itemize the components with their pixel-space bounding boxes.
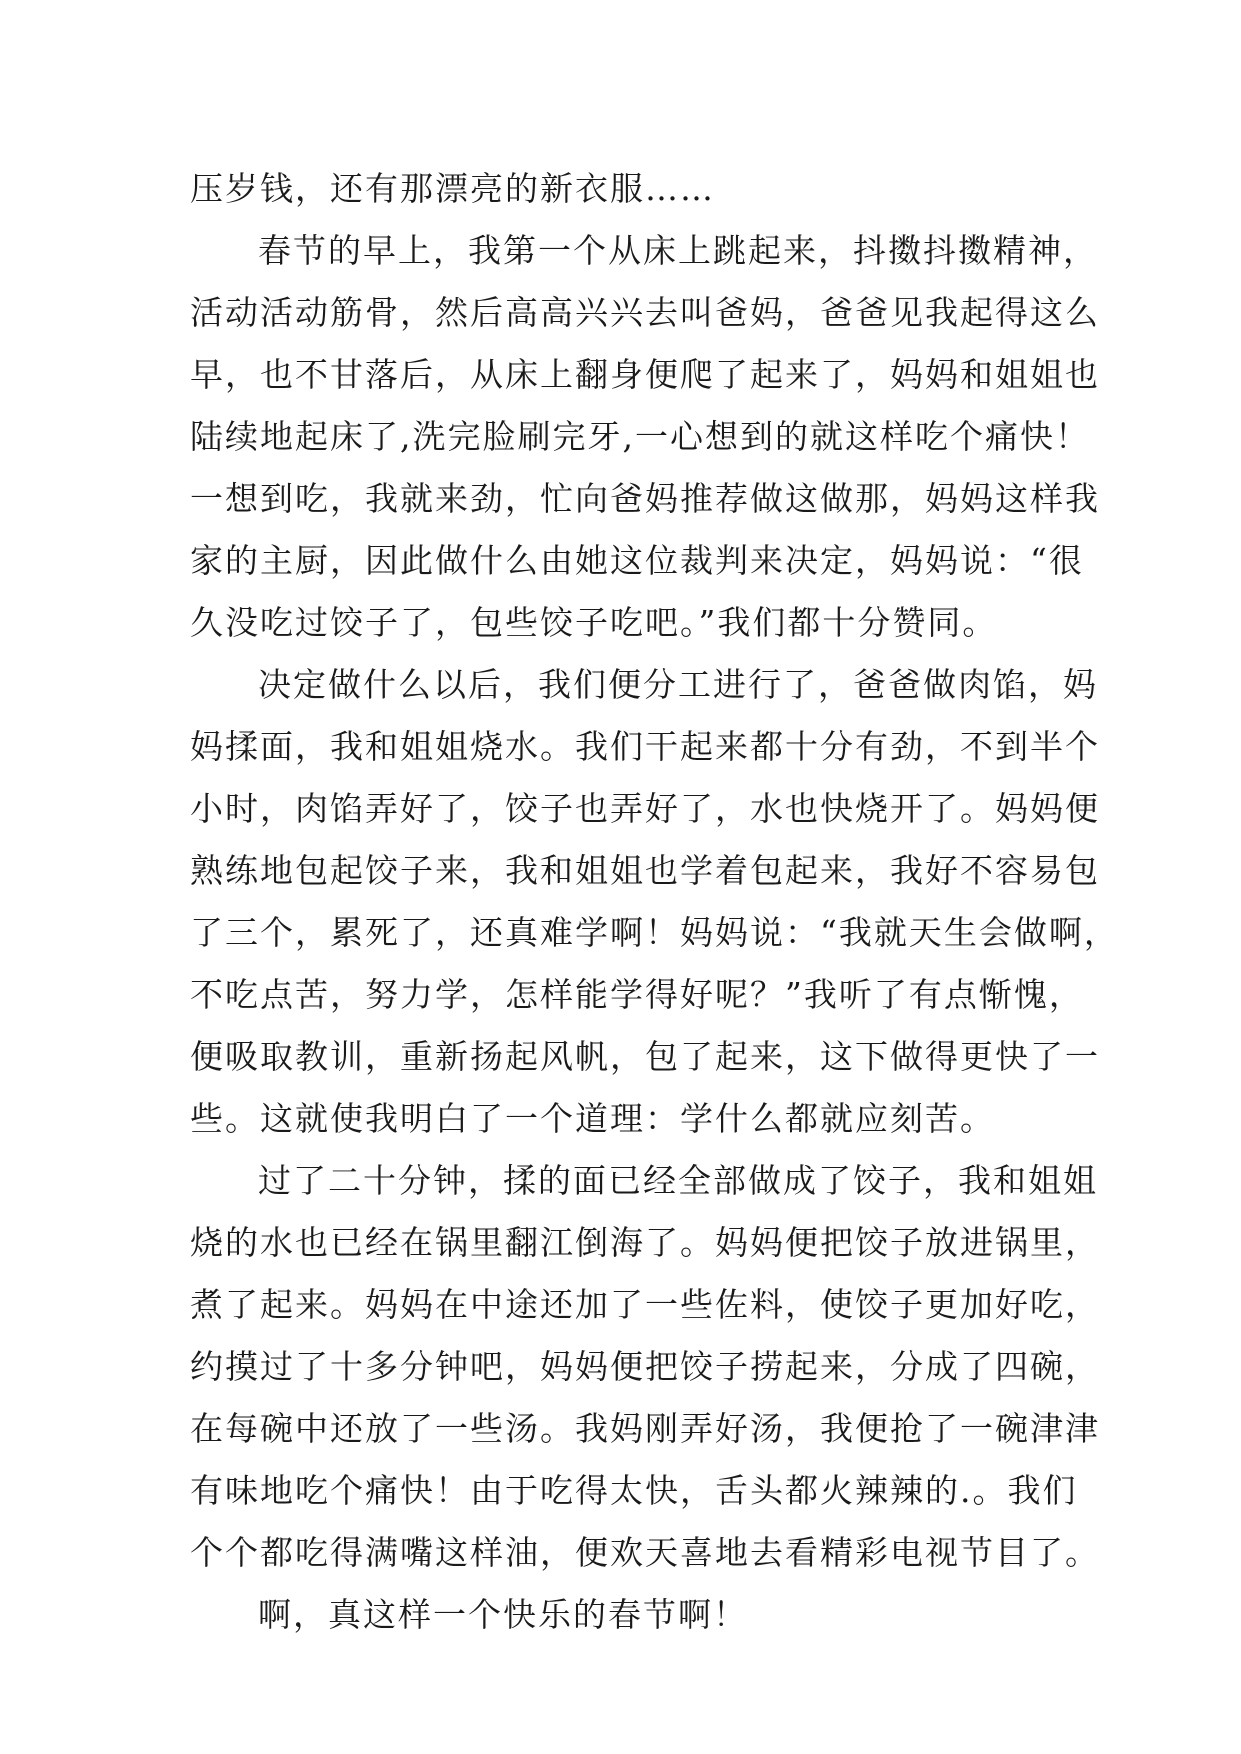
text-line: 在每碗中还放了一些汤。我妈刚弄好汤，我便抢了一碗津津 [190,1409,1100,1448]
text-line: 决定做什么以后，我们便分工进行了，爸爸做肉馅，妈 [258,665,1098,704]
text-line: 煮了起来。妈妈在中途还加了一些佐料，使饺子更加好吃， [190,1285,1100,1324]
text-line: 家的主厨，因此做什么由她这位裁判来决定，妈妈说：“很 [190,541,1084,580]
text-line: 久没吃过饺子了，包些饺子吃吧。”我们都十分赞同。 [190,603,998,642]
text-line: 个个都吃得满嘴这样油，便欢天喜地去看精彩电视节目了。 [190,1533,1100,1572]
text-line: 小时，肉馅弄好了，饺子也弄好了，水也快烧开了。妈妈便 [190,789,1100,828]
essay-text [190,158,1119,1646]
text-line: 啊，真这样一个快乐的春节啊！ [258,1595,748,1634]
text-line: 压岁钱，还有那漂亮的新衣服…… [190,169,715,208]
text-line: 过了二十分钟，揉的面已经全部做成了饺子，我和姐姐 [258,1161,1098,1200]
text-line: 不吃点苦，努力学，怎样能学得好呢？”我听了有点惭愧， [190,975,1084,1014]
text-line: 些。这就使我明白了一个道理：学什么都就应刻苦。 [190,1099,995,1138]
text-line: 早，也不甘落后，从床上翻身便爬了起来了，妈妈和姐姐也 [190,355,1100,394]
text-line: 烧的水也已经在锅里翻江倒海了。妈妈便把饺子放进锅里， [190,1223,1100,1262]
text-line: 一想到吃，我就来劲，忙向爸妈推荐做这做那，妈妈这样我 [190,479,1100,518]
text-line: 有味地吃个痛快！由于吃得太快，舌头都火辣辣的.。我们 [190,1471,1078,1510]
text-line: 活动活动筋骨，然后高高兴兴去叫爸妈，爸爸见我起得这么 [190,293,1100,332]
text-line: 陆续地起床了,洗完脸刷完牙,一心想到的就这样吃个痛快！ [190,417,1090,456]
text-line: 约摸过了十多分钟吧，妈妈便把饺子捞起来，分成了四碗， [190,1347,1100,1386]
text-line: 便吸取教训，重新扬起风帆，包了起来，这下做得更快了一 [190,1037,1100,1076]
text-line: 熟练地包起饺子来，我和姐姐也学着包起来，我好不容易包 [190,851,1100,890]
text-line: 春节的早上，我第一个从床上跳起来，抖擞抖擞精神， [258,231,1098,270]
text-line: 了三个，累死了，还真难学啊！妈妈说：“我就天生会做啊， [190,913,1119,952]
text-line: 妈揉面，我和姐姐烧水。我们干起来都十分有劲，不到半个 [190,727,1100,766]
